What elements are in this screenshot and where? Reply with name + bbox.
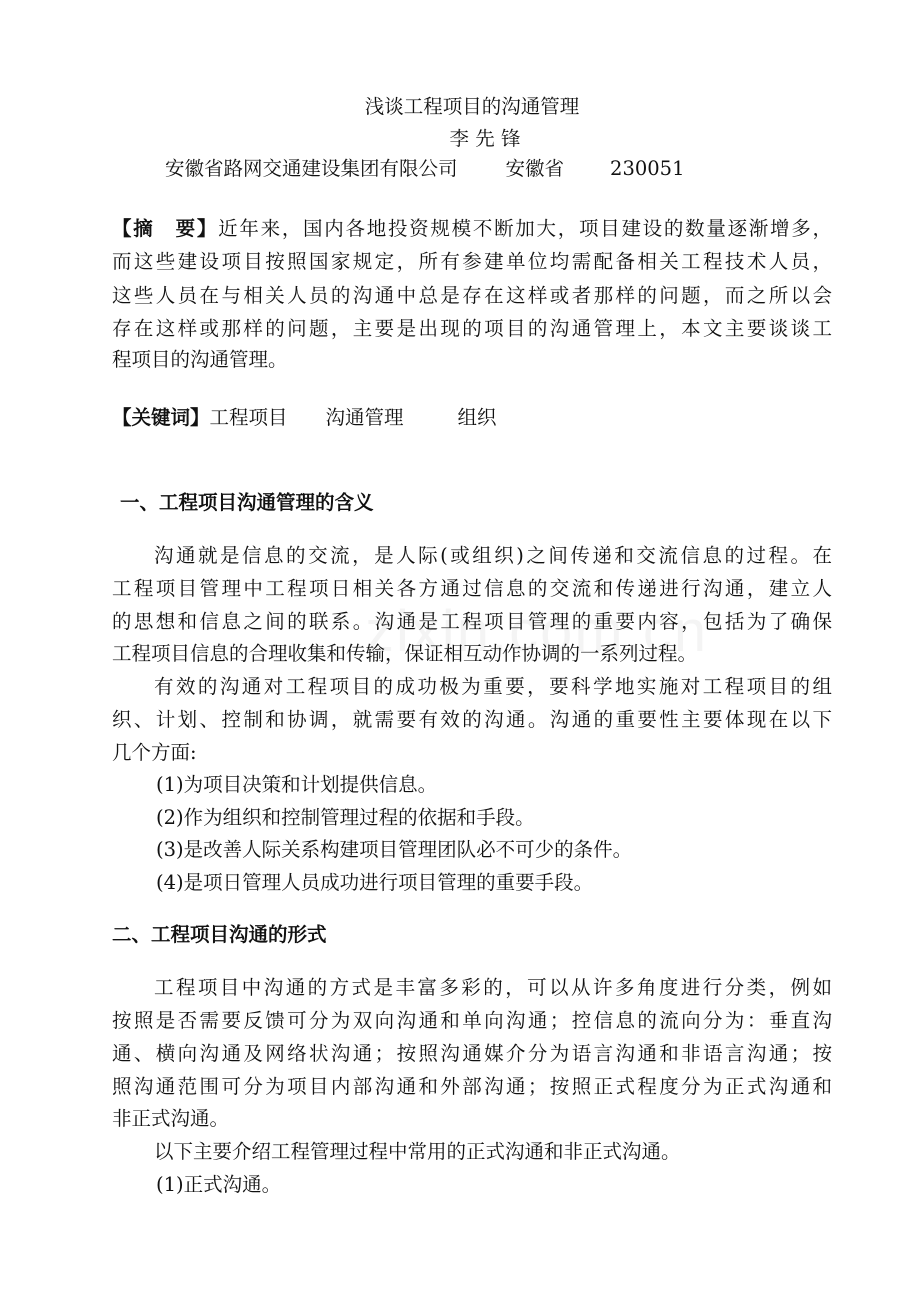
abstract-line: 这些人员在与相关人员的沟通中总是存在这样或者那样的问题，而之所以会 [112, 284, 832, 307]
list-item: (1)正式沟通。 [156, 1173, 282, 1196]
list-item: (4)是项日管理人员成功进行项目管理的重要手段。 [156, 871, 594, 894]
keyword: 沟通管理 [325, 406, 404, 429]
paragraph-line: 沟通就是信息的交流，是人际(或组织)之间传递和交流信息的过程。在 [154, 544, 832, 567]
paragraph-line: 工程项目管理中工程项日相关各方通过信息的交流和传递进行沟通，建立人 [112, 577, 832, 600]
list-item: (2)作为组织和控制管理过程的依据和手段。 [156, 806, 535, 829]
paragraph-line: 通、横向沟通及网络状沟通；按照沟通媒介分为语言沟通和非语言沟通；按 [112, 1042, 832, 1065]
document-title: 浅谈工程项目的沟通管理 [364, 95, 580, 118]
list-item: (1)为项目决策和计划提供信息。 [156, 773, 438, 796]
paragraph-line: 的思想和信息之间的联系。沟通是工程项目管理的重要内容，包括为了确保 [112, 610, 832, 633]
paragraph-line: 以下主要介绍工程管理过程中常用的正式沟通和非正式沟通。 [154, 1140, 681, 1163]
abstract-label: 【摘 要】 [112, 217, 219, 240]
abstract-text: 近年来，国内各地投资规模不断加大，项目建设的数量逐渐增多， [218, 217, 832, 240]
abstract-line: 程项目的沟通管理。 [112, 348, 288, 371]
paragraph-line: 工程项目信息的合理收集和传输，保证相互动作协调的一系列过程。 [112, 642, 698, 665]
keyword: 工程项目 [209, 406, 288, 429]
abstract-line [112, 214, 832, 244]
section-heading: 二、工程项目沟通的形式 [112, 923, 327, 946]
keyword: 组织 [457, 406, 497, 429]
paragraph-line: 按照是否需要反馈可分为双向沟通和单向沟通；控信息的流向分为：垂直沟 [112, 1009, 832, 1032]
affiliation-line [165, 154, 765, 184]
affiliation: 安徽省路网交通建设集团有限公司 [165, 157, 458, 180]
paragraph-line: 非正式沟通。 [112, 1107, 230, 1130]
list-item: (3)是改善人际关系构建项目管理团队必不可少的条件。 [156, 838, 633, 861]
author-name: 李 先 锋 [449, 127, 521, 150]
paragraph-line: 几个方面: [112, 741, 197, 764]
keywords-label: 【关键词】 [112, 406, 210, 429]
province: 安徽省 [505, 157, 565, 180]
abstract-line: 而这些建设项目按照国家规定，所有参建单位均需配备相关工程技术人员， [112, 250, 832, 273]
keywords [112, 403, 832, 433]
paragraph-line: 织、计划、控制和协调，就需要有效的沟通。沟通的重要性主要体现在以下 [112, 708, 832, 731]
postcode: 230051 [610, 157, 685, 180]
paragraph-line: 照沟通范围可分为项目内部沟通和外部沟通；按照正式程度分为正式沟通和 [112, 1075, 832, 1098]
abstract-line: 存在这样或那样的问题，主要是出现的项目的沟通管理上，本文主要谈谈工 [112, 317, 832, 340]
section-heading: 一、工程项目沟通管理的含义 [120, 491, 374, 514]
paragraph-line: 工程项目中沟通的方式是丰富多彩的，可以从许多角度进行分类，例如 [154, 976, 832, 999]
paragraph-line: 有效的沟通对工程项目的成功极为重要，要科学地实施对工程项目的组 [154, 675, 832, 698]
